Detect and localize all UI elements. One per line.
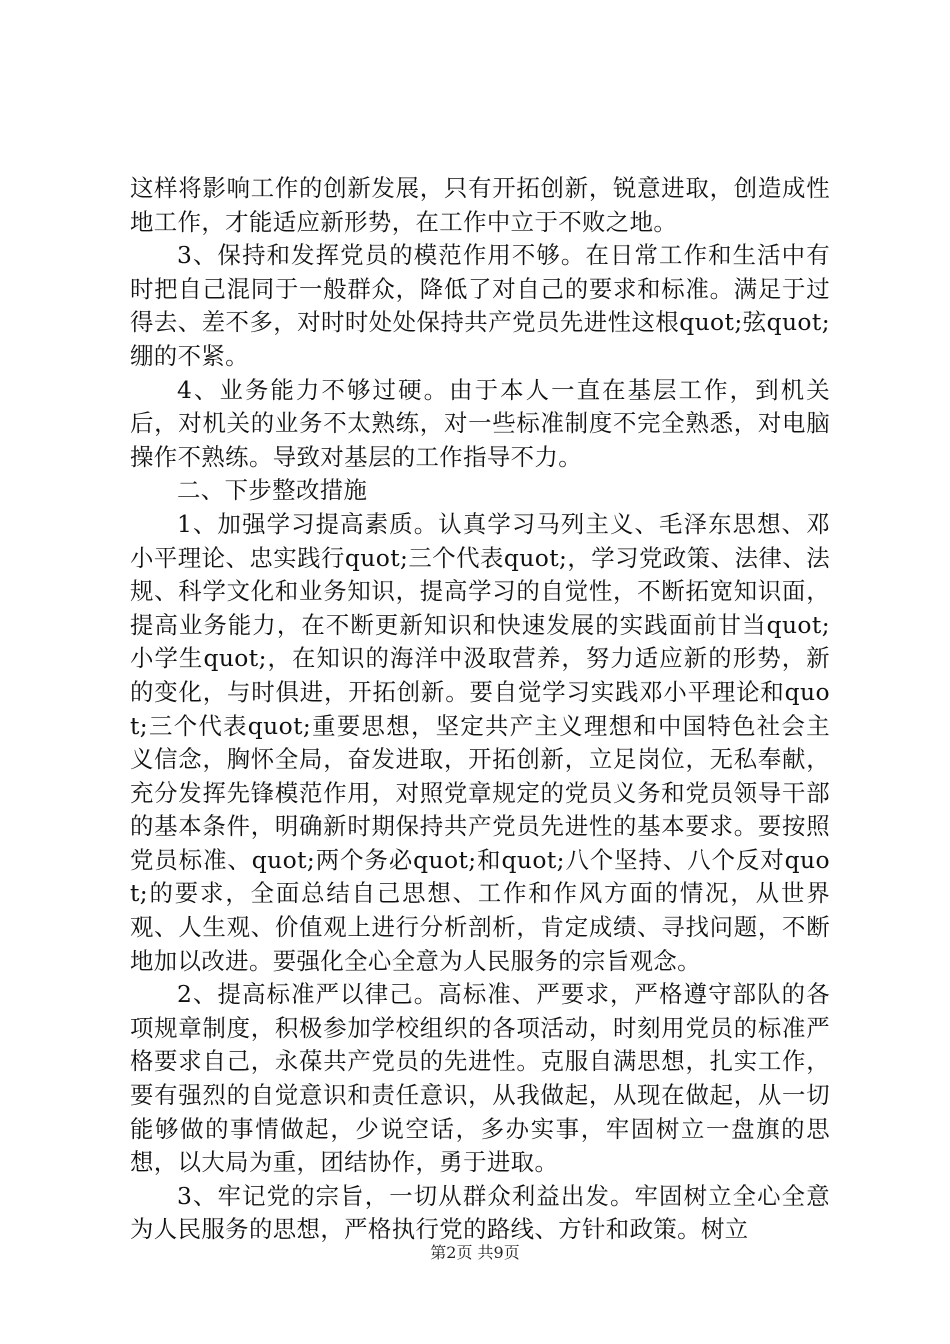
paragraph-measure-1-study: 1、加强学习提高素质。认真学习马列主义、毛泽东思想、邓小平理论、忠实践行quot;三个代表quot;，学习党政策、法律、法规、科学文化和业务知识，提高学习的自觉性，不断拓宽知识面，提高业务能力，在不断更新知识和快速发展的实践面前甘当quot;小学生quot;，在知识的海洋中汲取营养，努力适应新的形势，新的变化，与时俱进，开拓创新。要自觉学习实践邓小平理论和quot;三个代表quot;重要思想，坚定共产主义理想和中国特色社会主义信念，胸怀全局，奋发进取，开拓创新，立足岗位，无私奉献，充分发挥先锋模范作用，对照党章规定的党员义务和党员领导干部的基本条件，明确新时期保持共产党员先进性的基本要求。要按照党员标准、quot;两个务必quot;和quot;八个坚持、八个反对quot;的要求，全面总结自己思想、工作和作风方面的情况，从世界观、人生观、价值观上进行分析剖析，肯定成绩、寻找问题，不断地加以改进。要强化全心全意为人民服务的宗旨观念。 [130,509,830,975]
section-heading-rectification: 二、下步整改措施 [177,476,368,505]
paragraph-item-4-business-ability: 4、业务能力不够过硬。由于本人一直在基层工作，到机关后，对机关的业务不太熟练，对一些标准制度不完全熟悉，对电脑操作不熟练。导致对基层的工作指导不力。 [130,375,830,471]
paragraph-continuation: 这样将影响工作的创新发展，只有开拓创新，锐意进取，创造成性地工作，才能适应新形势，在工作中立于不败之地。 [130,174,830,236]
page-number-footer: 第2页 共9页 [430,1243,520,1262]
document-body [130,172,830,1247]
paragraph-measure-3-purpose: 3、牢记党的宗旨，一切从群众利益出发。牢固树立全心全意为人民服务的思想，严格执行党的路线、方针和政策。树立 [130,1181,830,1244]
paragraph-item-3-party-role: 3、保持和发挥党员的模范作用不够。在日常工作和生活中有时把自己混同于一般群众，降低了对自己的要求和标准。满足于过得去、差不多，对时时处处保持共产党员先进性这根quot;弦quot;绷的不紧。 [130,241,830,370]
paragraph-measure-2-standards: 2、提高标准严以律己。高标准、严要求，严格遵守部队的各项规章制度，积极参加学校组织的各项活动，时刻用党员的标准严格要求自己，永葆共产党员的先进性。克服自满思想，扎实工作，要有强烈的自觉意识和责任意识，从我做起，从现在做起，从一切能够做的事情做起，少说空话，多办实事，牢固树立一盘旗的思想，以大局为重，团结协作，勇于进取。 [130,980,830,1177]
